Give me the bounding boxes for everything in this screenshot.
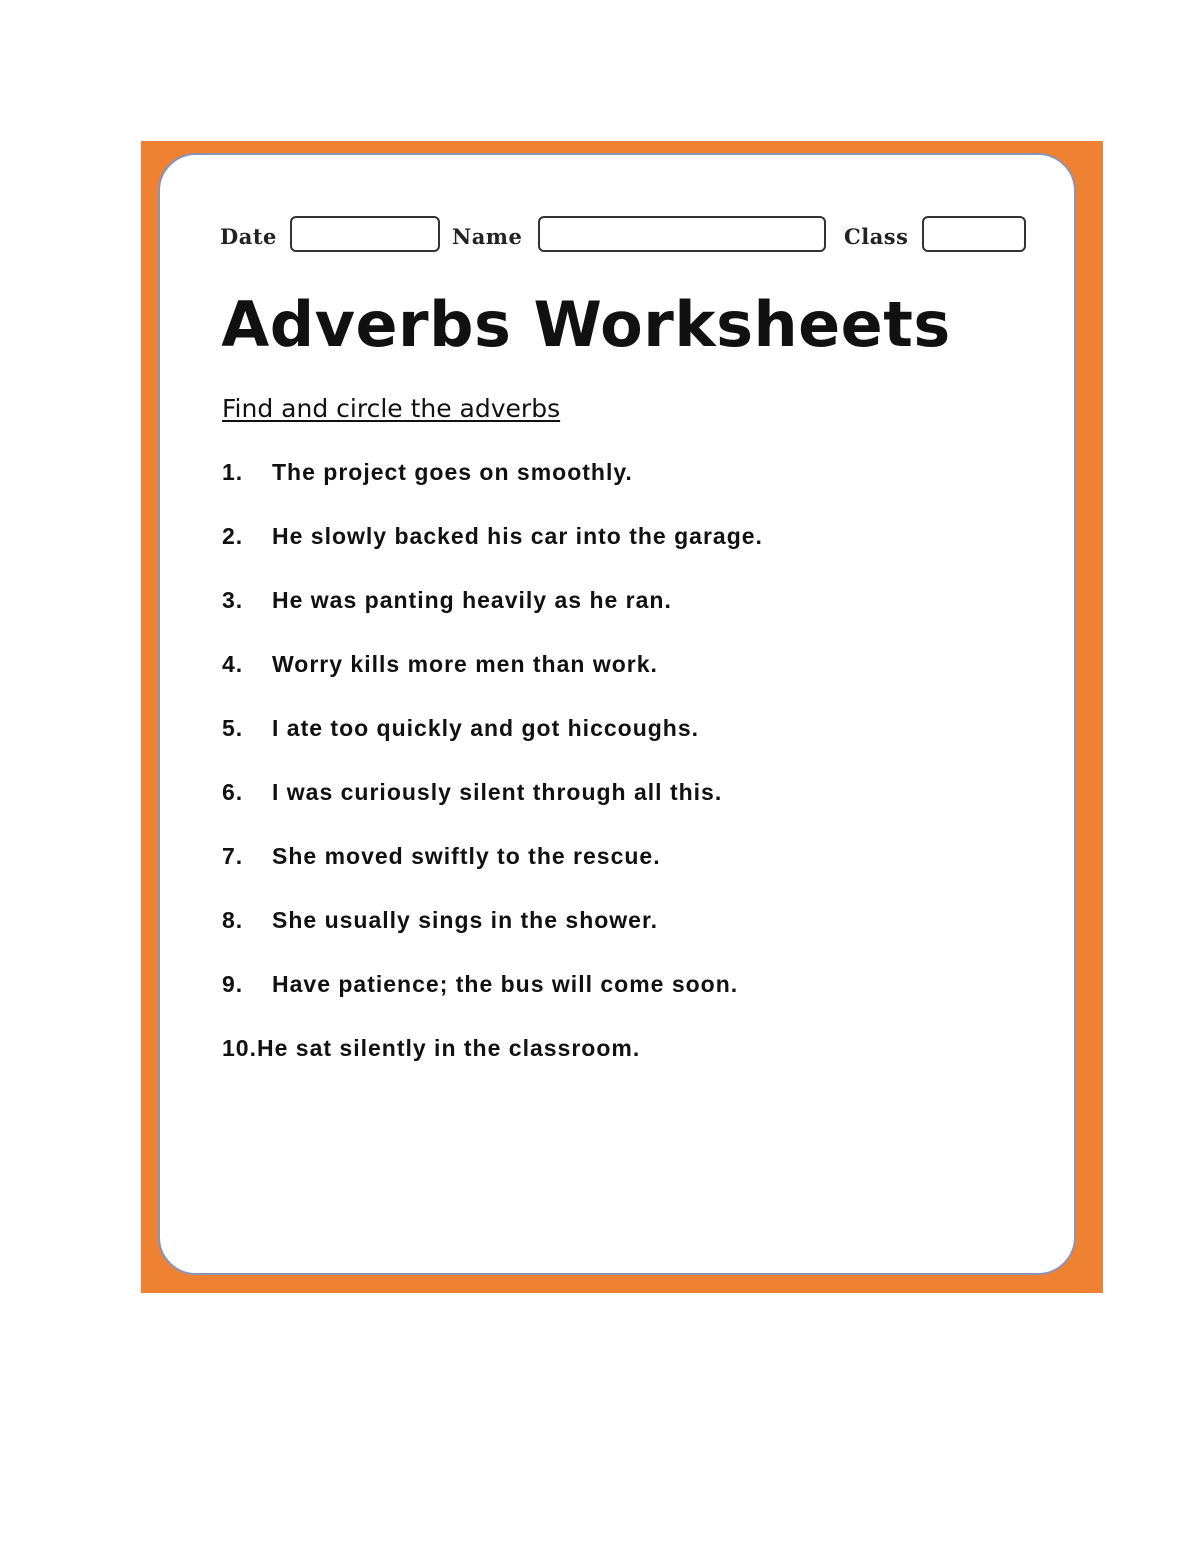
item-text: She usually sings in the shower. — [272, 907, 659, 933]
item-text: He slowly backed his car into the garage. — [272, 523, 763, 549]
page-title: Adverbs Worksheets — [221, 288, 951, 361]
item-text: I was curiously silent through all this. — [272, 779, 723, 805]
item-text: He was panting heavily as he ran. — [272, 587, 672, 613]
instruction-text: Find and circle the adverbs — [222, 394, 561, 423]
list-item — [222, 779, 763, 843]
item-text: Worry kills more men than work. — [272, 651, 658, 677]
item-number: 6. — [222, 779, 244, 805]
list-item — [222, 459, 763, 523]
item-text: The project goes on smoothly. — [272, 459, 633, 485]
item-text: He sat silently in the classroom. — [256, 1035, 641, 1061]
item-number: 5. — [222, 715, 244, 741]
list-item — [222, 587, 763, 651]
list-item — [222, 523, 763, 587]
item-number: 3. — [222, 587, 244, 613]
item-number: 4. — [222, 651, 244, 677]
item-number: 9. — [222, 971, 244, 997]
list-item — [222, 715, 763, 779]
list-item — [222, 843, 763, 907]
item-text: I ate too quickly and got hiccoughs. — [272, 715, 700, 741]
name-field[interactable] — [538, 216, 826, 252]
list-item — [222, 1035, 763, 1099]
name-label: Name — [452, 224, 523, 249]
class-label: Class — [844, 224, 909, 249]
list-item — [222, 971, 763, 1035]
list-item — [222, 651, 763, 715]
item-text: She moved swiftly to the rescue. — [272, 843, 661, 869]
item-number: 1. — [222, 459, 244, 485]
date-label: Date — [220, 224, 277, 249]
item-number: 10. — [222, 1035, 257, 1061]
item-number: 8. — [222, 907, 244, 933]
item-number: 7. — [222, 843, 244, 869]
class-field[interactable] — [922, 216, 1026, 252]
item-number: 2. — [222, 523, 244, 549]
sentence-list — [222, 459, 763, 1099]
item-text: Have patience; the bus will come soon. — [272, 971, 739, 997]
header-fields — [220, 216, 1030, 254]
list-item — [222, 907, 763, 971]
date-field[interactable] — [290, 216, 440, 252]
